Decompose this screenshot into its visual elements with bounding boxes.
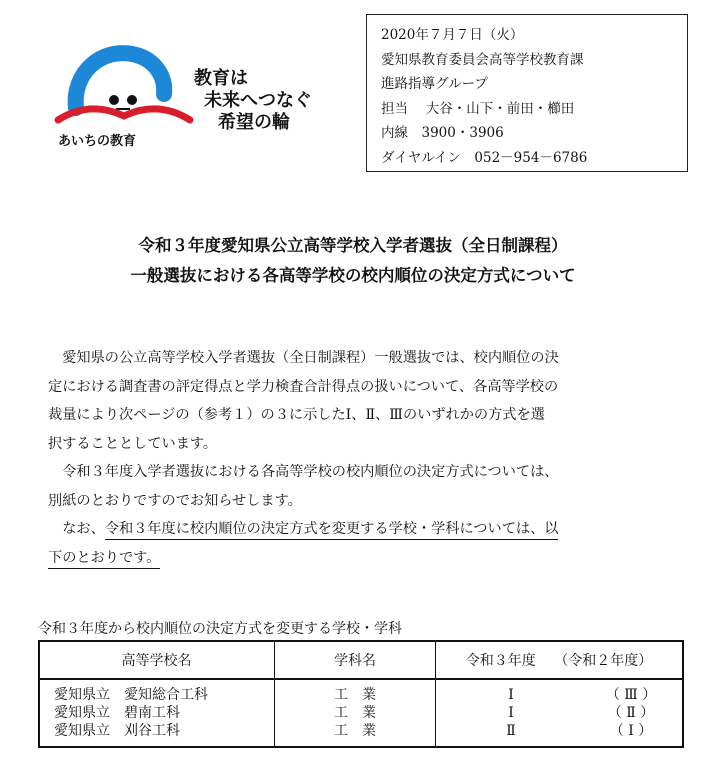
method-previous: （ Ⅲ ） (605, 687, 657, 703)
method-cell (436, 722, 684, 747)
group-name: 進路指導グループ (381, 76, 488, 92)
dial-in-number: ダイヤルイン 052－954－6786 (381, 149, 588, 166)
body-line (48, 515, 672, 544)
body-line: 択することとしています。 (48, 435, 218, 452)
logo-tagline-line-3: 希望の輪 (218, 112, 290, 133)
school-change-table (38, 640, 684, 748)
release-date: 2020年７月７日（火） (381, 27, 524, 43)
logo-mark-icon (54, 42, 194, 132)
aichi-education-logo (54, 42, 354, 162)
body-line: 別紙のとおりですのでお知らせします。 (48, 492, 302, 509)
table-caption: 令和３年度から校内順位の決定方式を変更する学校・学科 (38, 621, 402, 637)
body-prefix: なお、 (48, 521, 105, 537)
department-name: 工 業 (275, 704, 436, 722)
staff-names: 担当 大谷・山下・前田・櫛田 (381, 100, 575, 117)
department-name: 愛知県教育委員会高等学校教育課 (381, 51, 584, 68)
method-current: Ⅱ (506, 723, 516, 739)
table-header-row (39, 641, 683, 679)
school-name: 愛知県立 碧南工科 (39, 704, 275, 722)
method-current: Ⅰ (508, 705, 514, 721)
table-row (39, 679, 683, 704)
logo-tagline (194, 68, 312, 134)
school-name: 愛知県立 愛知総合工科 (39, 679, 275, 704)
extension-number: 内線 3900・3906 (381, 125, 504, 141)
header-school: 高等学校名 (39, 641, 275, 679)
method-previous: （ Ⅱ ） (607, 705, 655, 721)
document-title-line-1: 令和３年度愛知県公立高等学校入学者選抜（全日制課程） (138, 236, 568, 255)
header-department: 学科名 (275, 641, 436, 679)
body-line: 愛知県の公立高等学校入学者選抜（全日制課程）一般選抜では、校内順位の決 (48, 350, 559, 366)
underlined-notice: 令和３年度に校内順位の決定方式を変更する学校・学科については、以 (105, 521, 559, 540)
body-text (48, 344, 672, 572)
underlined-notice: 下のとおりです。 (48, 550, 160, 569)
logo-tagline-line-2: 未来へつなぐ (204, 90, 312, 111)
method-current: Ⅰ (508, 687, 514, 703)
document-title-line-2: 一般選抜における各高等学校の校内順位の決定方式について (130, 266, 576, 285)
body-line: 定における調査書の評定得点と学力検査合計得点の扱いについて、各高等学校の (48, 378, 559, 395)
method-previous: （ Ⅰ ） (609, 723, 653, 739)
table-row (39, 704, 683, 722)
department-name: 工 業 (275, 722, 436, 747)
department-name: 工 業 (275, 679, 436, 704)
contact-info-box (366, 14, 688, 172)
body-line: 裁量により次ページの（参考１）の３に示したⅠ、Ⅱ、Ⅲのいずれかの方式を選 (48, 407, 545, 423)
body-line: 令和３年度入学者選抜における各高等学校の校内順位の決定方式については、 (48, 464, 559, 480)
logo-tagline-line-1: 教育は (194, 68, 248, 89)
method-cell (436, 679, 684, 704)
logo-name: あいちの教育 (58, 134, 137, 149)
school-name: 愛知県立 刈谷工科 (39, 722, 275, 747)
table-row (39, 722, 683, 747)
header-year: 令和３年度 （令和２年度） (436, 641, 684, 679)
method-cell (436, 704, 684, 722)
body-line (48, 544, 672, 573)
